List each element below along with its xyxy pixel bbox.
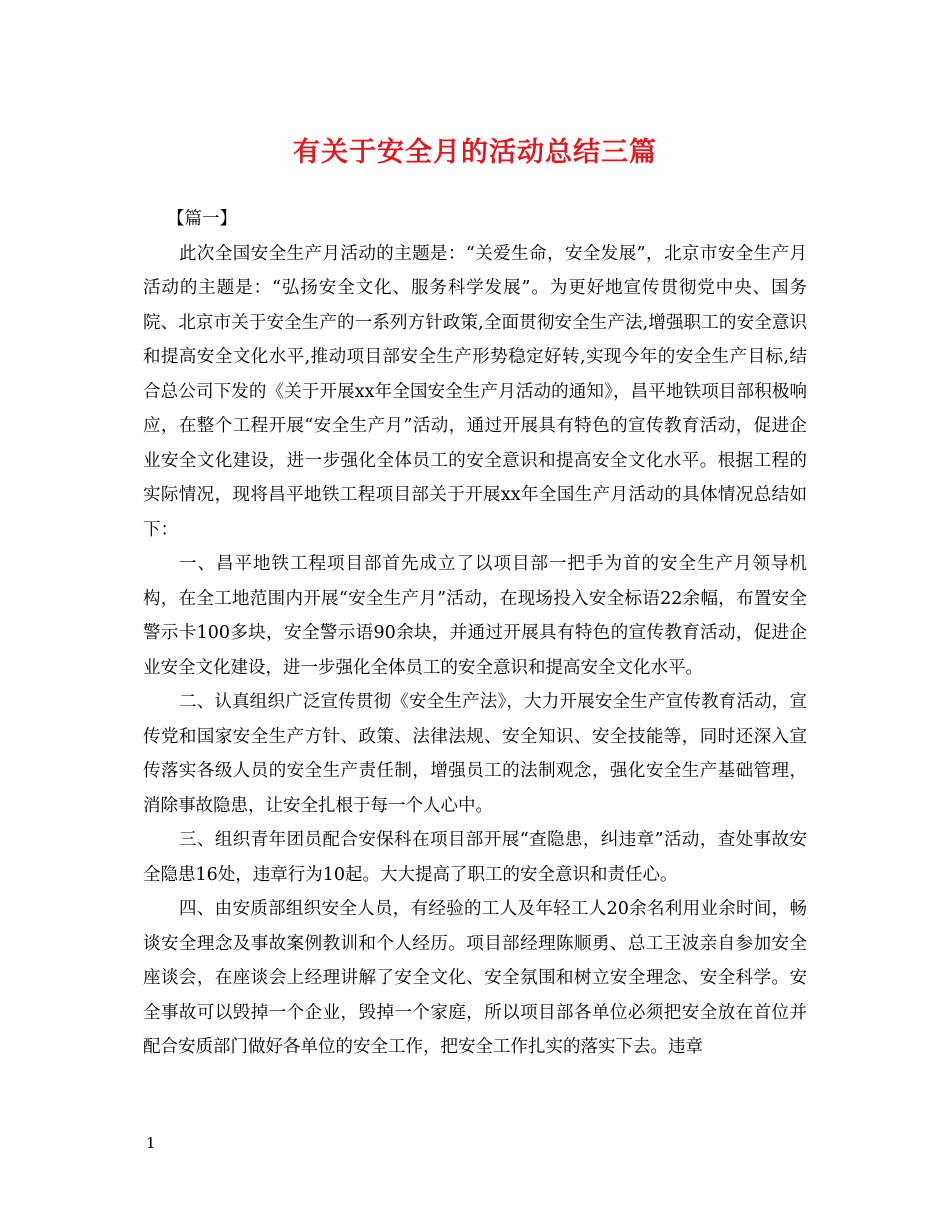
- document-body: [143, 202, 807, 1065]
- document-title: 有关于安全月的活动总结三篇: [293, 137, 657, 168]
- paragraph-item-3: 三、组织青年团员配合安保科在项目部开展“查隐患，纠违章”活动，查处事故安全隐患16处，违章行为10起。大大提高了职工的安全意识和责任心。: [143, 830, 807, 885]
- paragraph-item-4: 四、由安质部组织安全人员，有经验的工人及年轻工人20余名利用业余时间，畅谈安全理念及事故案例教训和个人经历。项目部经理陈顺勇、总工王波亲自参加安全座谈会，在座谈会上经理讲解了安全文化、安全氛围和树立安全理念、安全科学。安全事故可以毁掉一个企业，毁掉一个家庭，所以项目部各单位必须把安全放在首位并配合安质部门做好各单位的安全工作，把安全工作扎实的落实下去。违章: [143, 899, 807, 1057]
- section-label: 【篇一】: [167, 209, 237, 229]
- paragraph-item-1: 一、昌平地铁工程项目部首先成立了以项目部一把手为首的安全生产月领导机构，在全工地范围内开展“安全生产月”活动，在现场投入安全标语22余幅，布置安全警示卡100多块，安全警示语90余块，并通过开展具有特色的宣传教育活动，促进企业安全文化建设，进一步强化全体员工的安全意识和提高安全文化水平。: [143, 554, 807, 678]
- page-number: 1: [146, 1134, 156, 1152]
- paragraph-item-2: 二、认真组织广泛宣传贯彻《安全生产法》，大力开展安全生产宣传教育活动，宣传党和国家安全生产方针、政策、法律法规、安全知识、安全技能等，同时还深入宣传落实各级人员的安全生产责任制，增强员工的法制观念，强化安全生产基础管理，消除事故隐患，让安全扎根于每一个人心中。: [143, 692, 807, 816]
- paragraph-intro: 此次全国安全生产月活动的主题是：“关爱生命，安全发展”，北京市安全生产月活动的主题是：“弘扬安全文化、服务科学发展”。为更好地宣传贯彻党中央、国务院、北京市关于安全生产的一系列方针政策,全面贯彻安全生产法,增强职工的安全意识和提高安全文化水平,推动项目部安全生产形势稳定好转,实现今年的安全生产目标,结合总公司下发的《关于开展xx年全国安全生产月活动的通知》，昌平地铁项目部积极响应，在整个工程开展“安全生产月”活动，通过开展具有特色的宣传教育活动，促进企业安全文化建设，进一步强化全体员工的安全意识和提高安全文化水平。根据工程的实际情况，现将昌平地铁工程项目部关于开展xx年全国生产月活动的具体情况总结如下：: [143, 243, 807, 540]
